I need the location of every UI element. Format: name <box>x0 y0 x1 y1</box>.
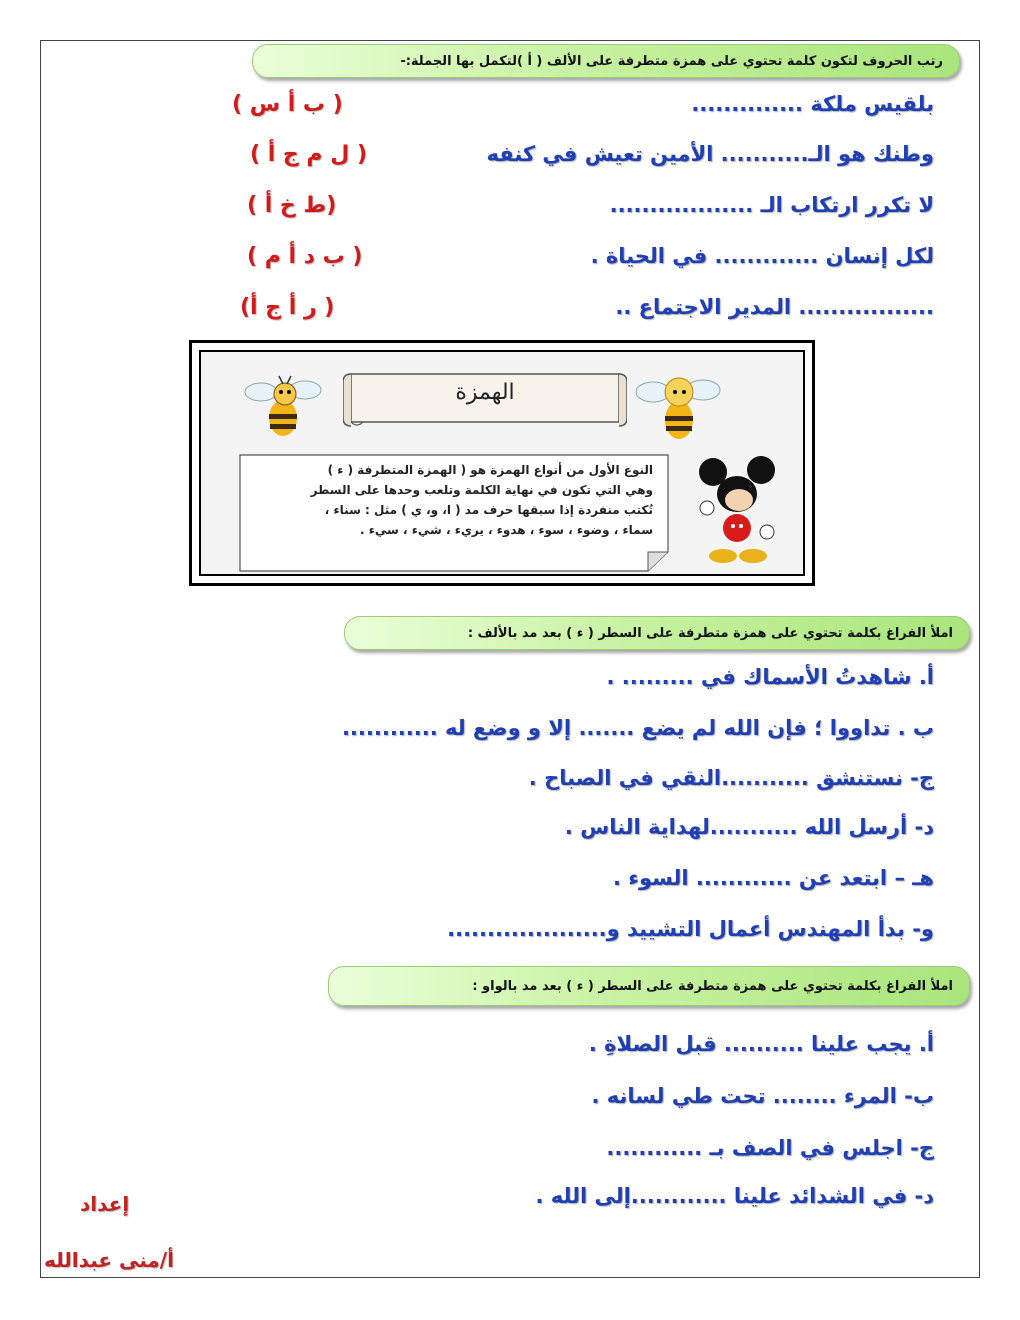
credit-author: أ/منى عبدالله <box>44 1248 174 1272</box>
section1-sentence-5: ................. المدير الاجتماع .. <box>615 295 934 319</box>
info-line-4: سماء ، وضوء ، سوء ، هدوء ، يريء ، شيء ، سيء . <box>360 523 653 537</box>
section3-item-1: أ. يجب علينا .......... قبل الصلاةِ . <box>588 1032 934 1056</box>
section1-letters-3: (ط خ أ ) <box>247 193 337 218</box>
section1-letters-4: ( ب د أ م ) <box>247 244 363 269</box>
info-note-text <box>247 460 653 540</box>
section1-letters-2: ( ل م ج أ ) <box>250 142 368 167</box>
hamza-info-inner <box>199 350 805 576</box>
section2-item-1: أ. شاهدتُ الأسماك في ......... . <box>606 665 934 689</box>
section3-banner <box>328 966 970 1006</box>
hamza-info-box <box>189 340 815 586</box>
section2-item-4: د- أرسل الله ...........لهداية الناس . <box>564 815 934 839</box>
mouse-character-icon <box>691 456 791 566</box>
section2-banner <box>344 616 970 650</box>
section1-sentence-2: وطنك هو الـ........... الأمين تعيش في كنفه <box>486 142 934 166</box>
bee-left-icon <box>243 372 325 444</box>
section1-letters-5: ( ر أ ج أ) <box>240 295 335 320</box>
section3-item-2: ب- المرء ........ تحت طي لسانه . <box>591 1084 934 1108</box>
info-title: الهمزة <box>455 380 515 405</box>
info-line-1: النوع الأول من أنواع الهمزة هو ( الهمزة المتطرفة ( ء ) <box>327 463 653 477</box>
section1-instruction: رتب الحروف لتكون كلمة تحتوي على همزة متطرفة على الألف ( أ )لتكمل بها الجملة:- <box>400 54 943 69</box>
section1-letters-1: ( ب أ س ) <box>232 92 343 117</box>
section1-sentence-1: بلقيس ملكة .............. <box>691 92 934 116</box>
credit-label: إعداد <box>80 1192 130 1216</box>
section2-instruction: املأ الفراغ بكلمة تحتوي على همزة متطرفة على السطر ( ء ) بعد مد بالألف : <box>467 626 953 641</box>
section1-sentence-3: لا تكرر ارتكاب الـ .................. <box>609 193 934 217</box>
section2-item-6: و- بدأ المهندس أعمال التشييد و.................... <box>447 917 934 941</box>
section3-item-4: د- في الشدائد علينا ............إلى الله . <box>535 1184 934 1208</box>
section3-item-3: ج- اجلس في الصف بـ ............ <box>606 1136 934 1160</box>
info-line-2: وهي التي تكون في نهاية الكلمة وتلعب وحدها على السطر <box>310 483 653 497</box>
info-line-3: تُكتب منفردة إذا سبقها حرف مد ( ا، و، ي ) مثل : سناء ، <box>324 503 653 517</box>
bee-right-icon <box>633 368 723 448</box>
section1-banner <box>252 44 960 78</box>
section3-instruction: املأ الفراغ بكلمة تحتوي على همزة متطرفة على السطر ( ء ) بعد مد بالواو : <box>472 979 953 994</box>
section2-item-2: ب . تداووا ؛ فإن الله لم يضع ....... إلا و وضع له ............ <box>341 716 934 740</box>
section2-item-5: هـ – ابتعد عن ............ السوء . <box>612 866 934 890</box>
section1-sentence-4: لكل إنسان ............. في الحياة . <box>590 244 934 268</box>
section2-item-3: ج- نستنشق ...........النقي في الصباح . <box>528 766 934 790</box>
